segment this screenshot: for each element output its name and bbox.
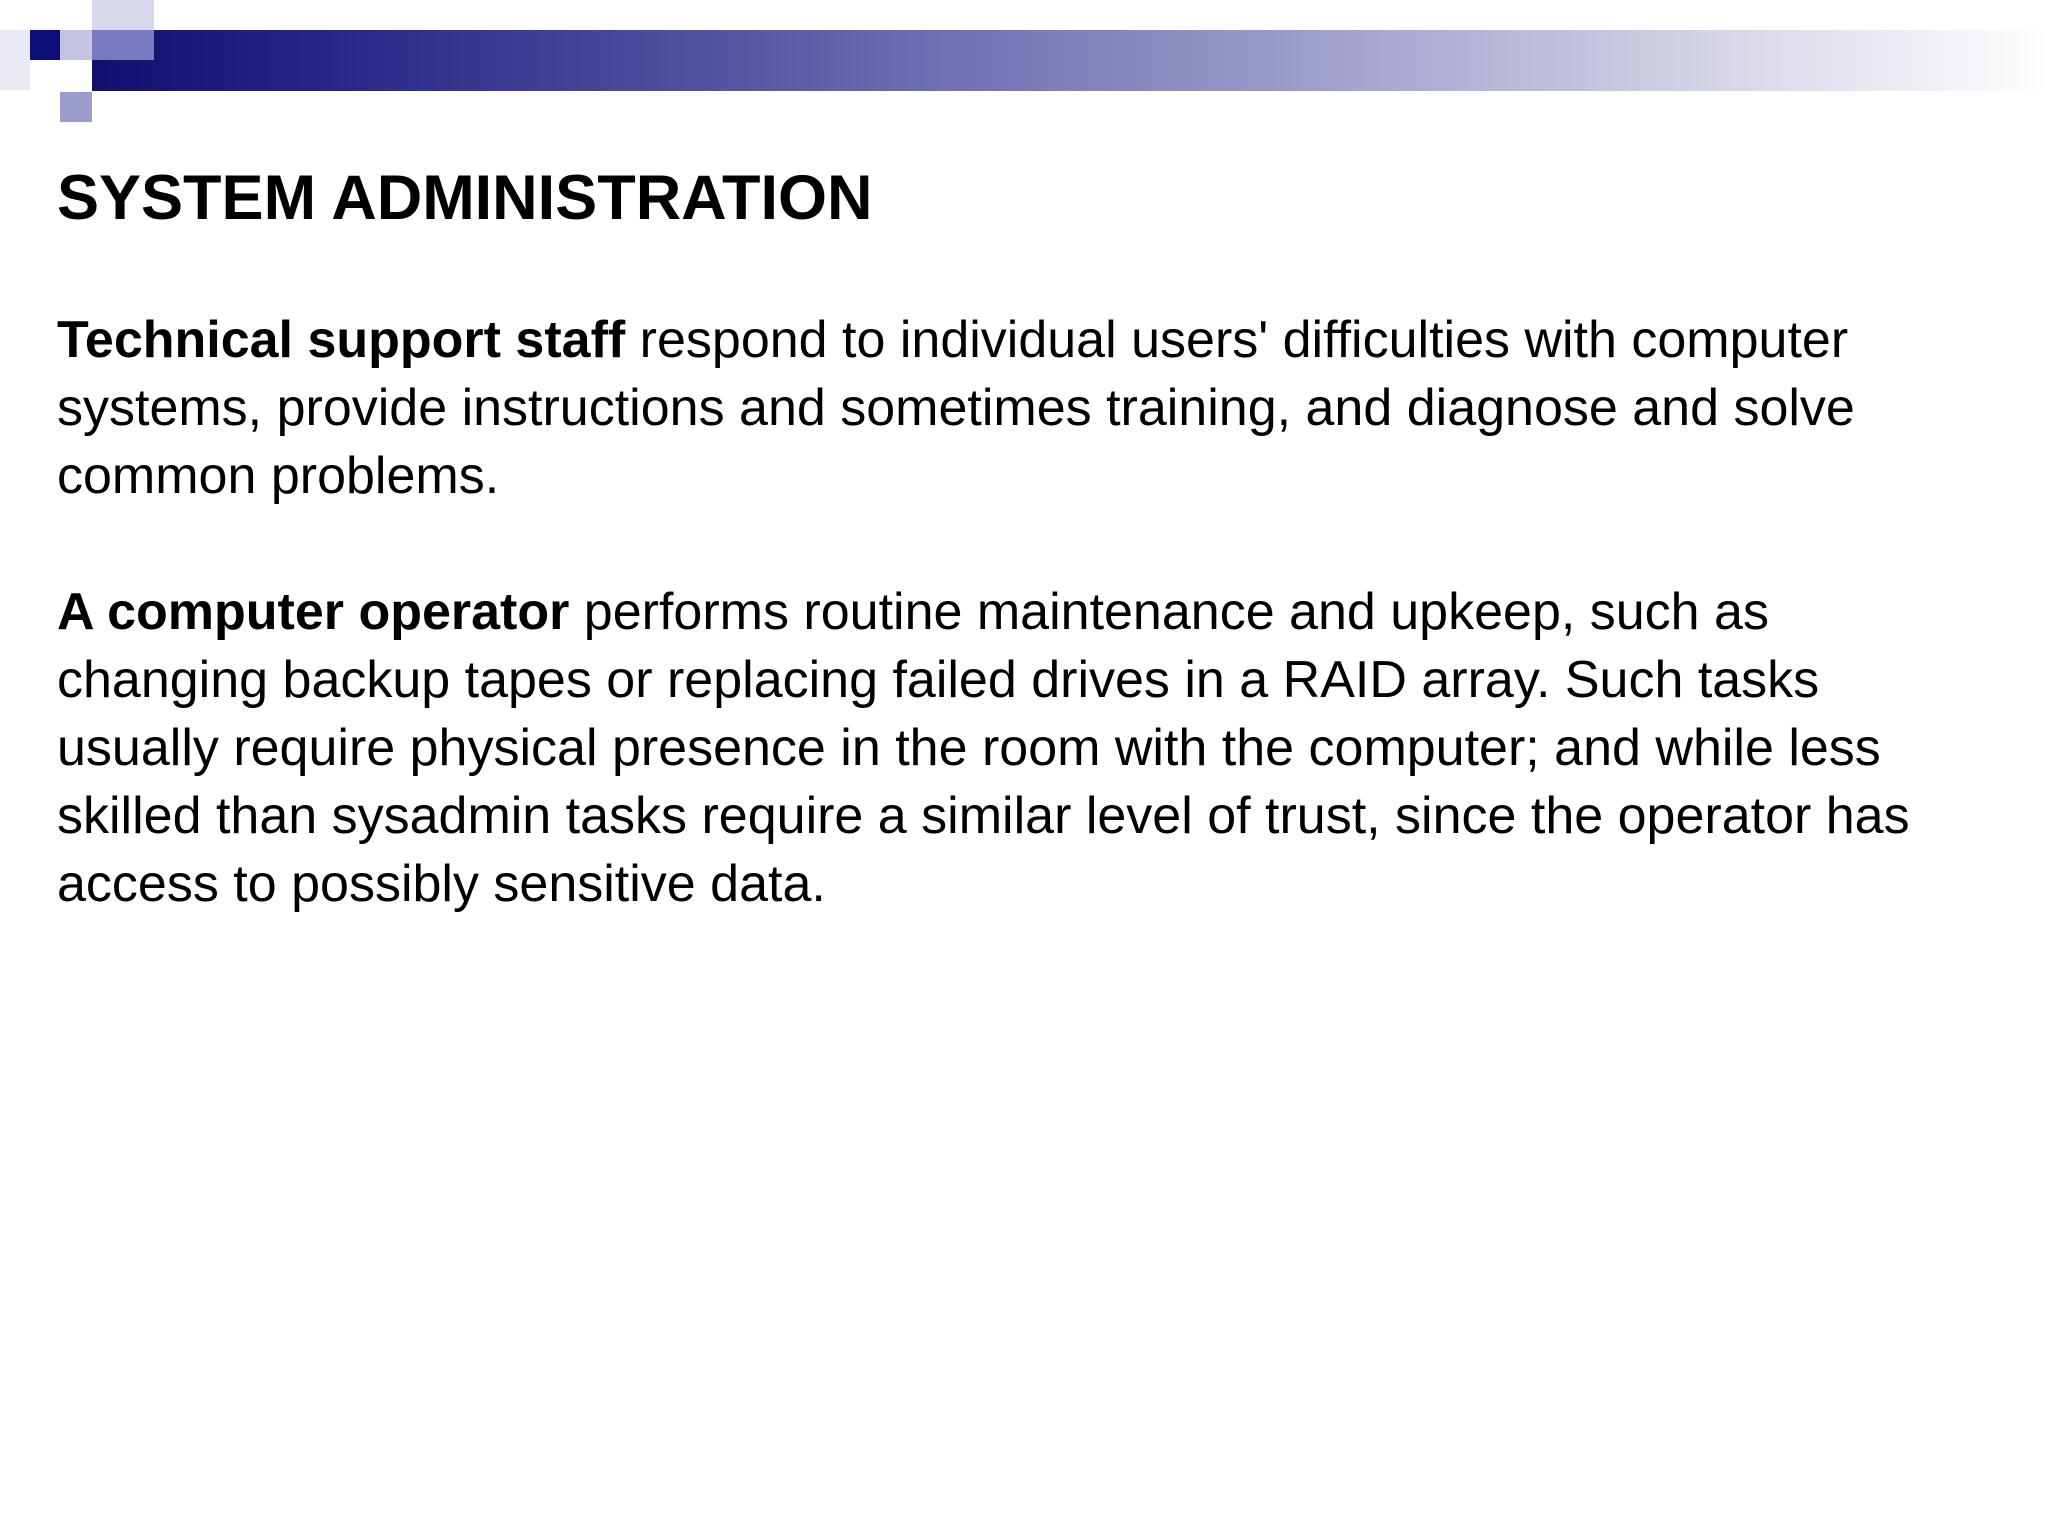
corner-decor-square — [30, 30, 60, 60]
slide-title: SYSTEM ADMINISTRATION — [57, 163, 873, 233]
corner-decor-square — [60, 30, 92, 60]
corner-decor-square — [92, 0, 154, 30]
header-gradient-band — [92, 30, 2048, 91]
paragraph-computer-operator — [57, 578, 1977, 918]
corner-decor-square — [0, 0, 28, 30]
corner-decor-square — [28, 0, 60, 30]
paragraph-bold-lead: A computer operator — [57, 583, 570, 641]
corner-decor-square — [92, 30, 154, 60]
paragraph-technical-support — [57, 306, 1977, 510]
paragraph-bold-lead: Technical support staff — [57, 311, 626, 369]
slide-body — [57, 306, 1977, 986]
paragraph-text: performs routine maintenance and upkeep, such as changing backup tapes or replacing failed drives in a RAID array. Such tasks usually require physical presence in the room with the computer; and while less skilled than sysadmin tasks require a similar level of trust, since the operator has access to possibly sensitive data. — [57, 583, 1910, 913]
corner-decor-square — [60, 92, 92, 122]
paragraph-text: respond to individual users' difficulties with computer systems, provide instructions and sometimes training, and diagnose and solve common problems. — [57, 311, 1855, 505]
corner-decor-square — [0, 30, 30, 90]
